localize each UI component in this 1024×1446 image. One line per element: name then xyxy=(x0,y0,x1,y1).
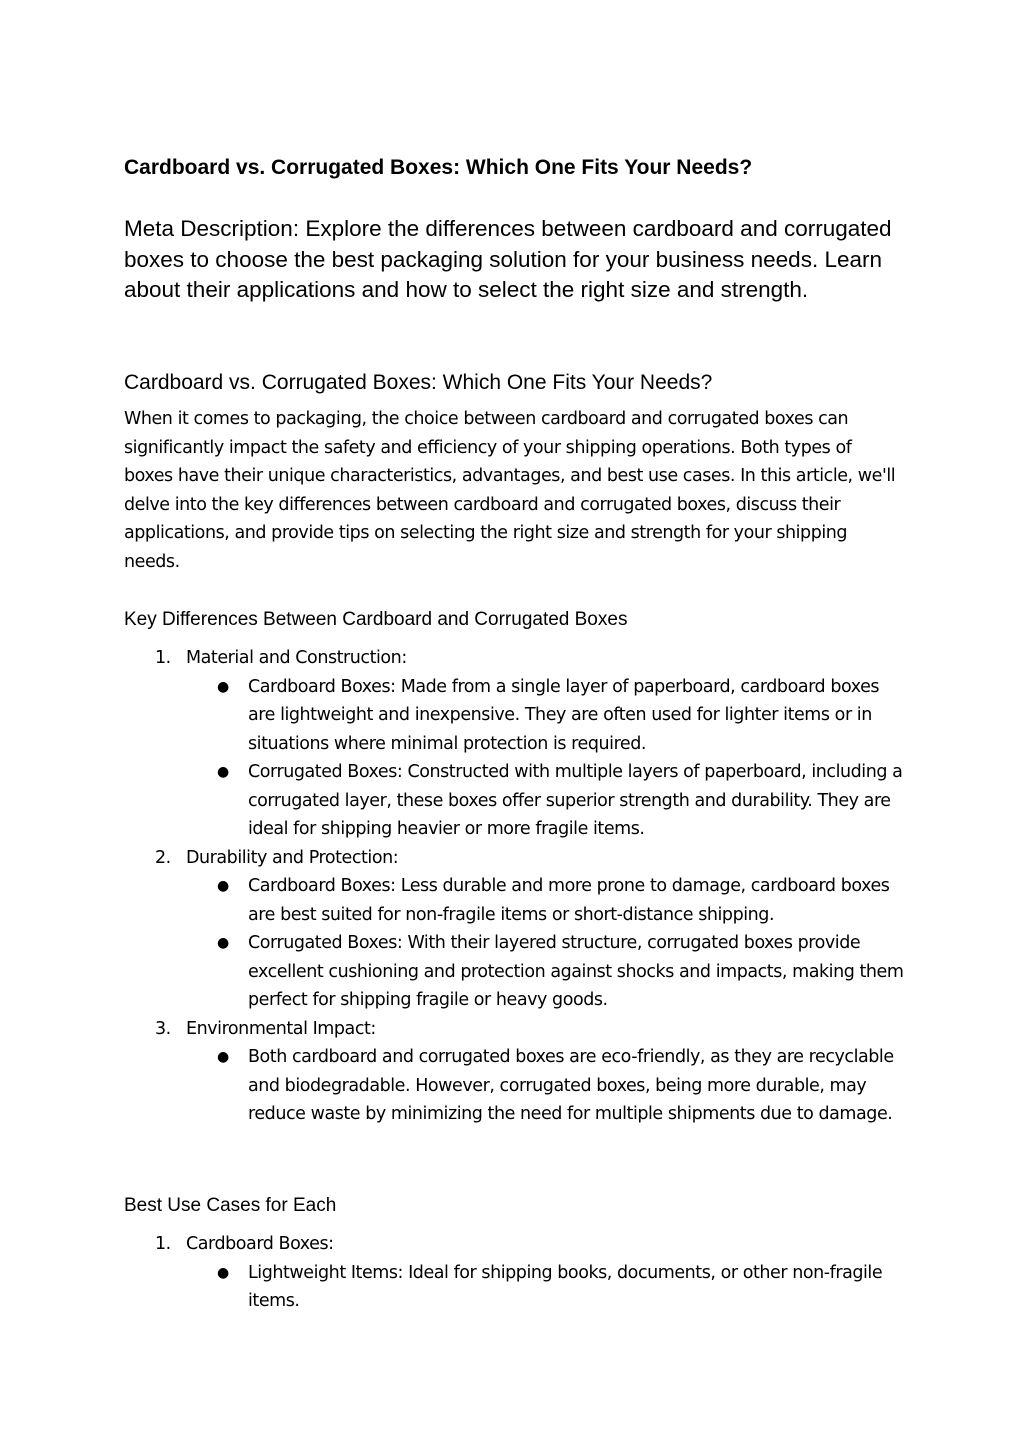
bullet-item xyxy=(186,758,904,844)
list-item xyxy=(124,844,904,1015)
list-number: 2. xyxy=(155,847,171,868)
section-heading-best-use-cases: Best Use Cases for Each xyxy=(124,1195,337,1216)
list-item-label: Durability and Protection: xyxy=(186,847,399,868)
bullet-item xyxy=(186,1259,904,1316)
bullet-list xyxy=(186,1259,904,1316)
list-item xyxy=(124,1015,904,1129)
bullet-list xyxy=(186,673,904,844)
list-number: 1. xyxy=(155,648,171,668)
bullet-icon: ● xyxy=(217,1264,229,1281)
list-item-label: Cardboard Boxes: xyxy=(186,1234,334,1254)
bullet-list xyxy=(186,872,904,1015)
article-heading: Cardboard vs. Corrugated Boxes: Which One Fits Your Needs? xyxy=(124,371,713,394)
list-item xyxy=(124,1230,904,1316)
bullet-list xyxy=(186,1043,904,1129)
document-title: Cardboard vs. Corrugated Boxes: Which One Fits Your Needs? xyxy=(124,156,753,179)
bullet-text: Both cardboard and corrugated boxes are eco-friendly, as they are recyclable and biodegradable. However, corrugated boxes, being more durable, may reduce waste by minimizing the need for multiple shipments due to damage. xyxy=(248,1047,894,1124)
bullet-text: Corrugated Boxes: With their layered structure, corrugated boxes provide excellent cushioning and protection against shocks and impacts, making them perfect for shipping fragile or heavy goods. xyxy=(248,933,904,1010)
bullet-item xyxy=(186,673,904,759)
bullet-icon: ● xyxy=(217,935,229,951)
bullet-text: Lightweight Items: Ideal for shipping books, documents, or other non-fragile items. xyxy=(248,1262,883,1311)
bullet-icon: ● xyxy=(217,678,229,695)
bullet-icon: ● xyxy=(217,764,229,780)
bullet-item xyxy=(186,1043,904,1129)
bullet-icon: ● xyxy=(217,1049,229,1065)
bullet-icon: ● xyxy=(217,878,229,894)
list-item xyxy=(124,644,904,844)
section-heading-key-differences: Key Differences Between Cardboard and Corrugated Boxes xyxy=(124,609,628,630)
bullet-text: Cardboard Boxes: Less durable and more prone to damage, cardboard boxes are best suited for non-fragile items or short-distance shipping. xyxy=(248,876,890,925)
list-item-label: Material and Construction: xyxy=(186,648,407,668)
list-number: 3. xyxy=(155,1018,171,1039)
best-use-cases-list xyxy=(124,1230,904,1316)
bullet-item xyxy=(186,872,904,929)
bullet-text: Cardboard Boxes: Made from a single layer of paperboard, cardboard boxes are lightweight and inexpensive. They are often used for lighter items or in situations where minimal protection is required. xyxy=(248,676,880,754)
bullet-item xyxy=(186,929,904,1015)
bullet-text: Corrugated Boxes: Constructed with multiple layers of paperboard, including a corrugated layer, these boxes offer superior strength and durability. They are ideal for shipping heavier or more fragile items. xyxy=(248,762,903,839)
list-item-label: Environmental Impact: xyxy=(186,1018,376,1039)
meta-description: Meta Description: Explore the differences between cardboard and corrugated boxes to choose the best packaging solution for your business needs. Learn about their applications and how to select the right size and strength. xyxy=(124,216,892,303)
intro-paragraph: When it comes to packaging, the choice between cardboard and corrugated boxes can significantly impact the safety and efficiency of your shipping operations. Both types of boxes have their unique characteristics, advantages, and best use cases. In this article, we'll delve into the key differences between cardboard and corrugated boxes, discuss their applications, and provide tips on selecting the right size and strength for your shipping needs. xyxy=(124,409,896,572)
key-differences-list xyxy=(124,644,904,1129)
list-number: 1. xyxy=(155,1234,171,1254)
